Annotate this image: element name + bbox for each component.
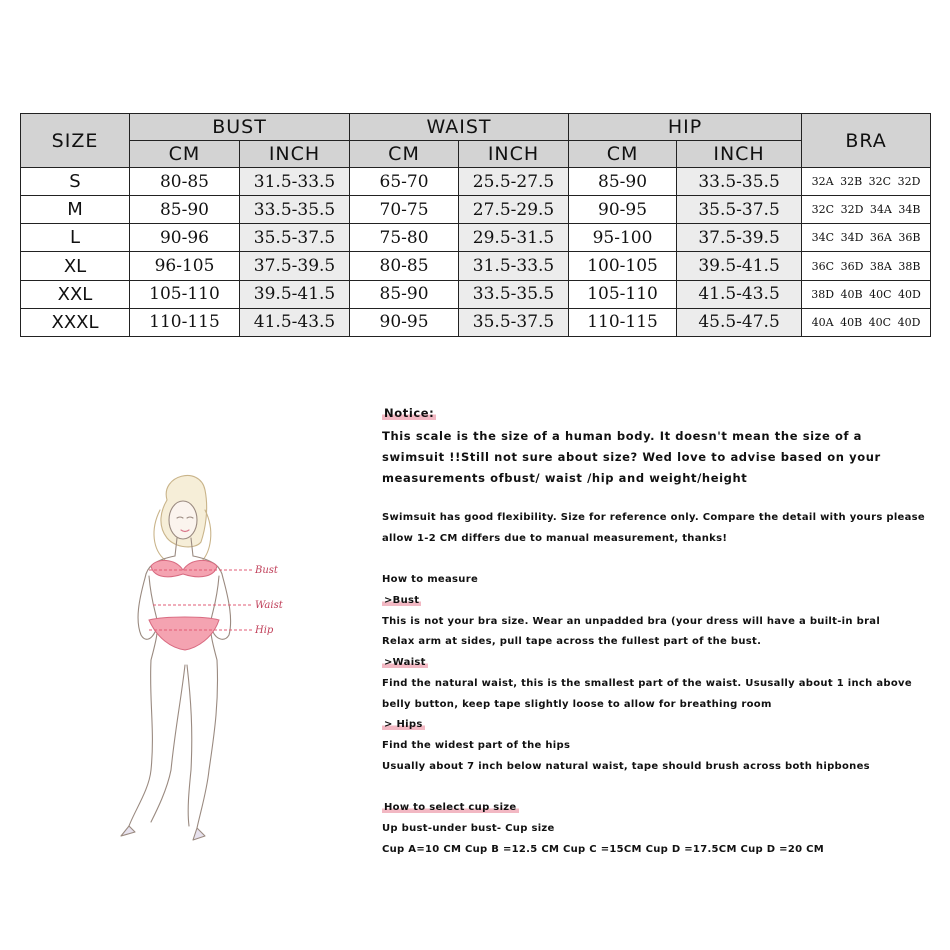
waist-cm-cell: 90-95 [350,308,459,336]
bust-inch-cell: 39.5-41.5 [240,280,350,308]
size-cell: M [21,196,130,224]
waist-cm-cell: 75-80 [350,224,459,252]
waist-inch-cell: 25.5-27.5 [459,168,569,196]
waist-header: WAIST [350,114,569,141]
waist-cm-cell: 65-70 [350,168,459,196]
hip-cm-header: CM [569,141,677,168]
waist-inch-header: INCH [459,141,569,168]
waist-cm-cell: 70-75 [350,196,459,224]
waist-label: Waist [255,600,283,611]
bust-inch-header: INCH [240,141,350,168]
bust-label: Bust [255,565,278,576]
table-row [21,196,931,224]
bust-inch-cell: 33.5-35.5 [240,196,350,224]
body-measurement-illustration [105,470,305,850]
bra-cell: 34C 34D 36A 36B [802,224,931,252]
notice-line-3: measurements ofbust/ waist /hip and weight/height [382,471,748,485]
hip-inch-cell: 39.5-41.5 [677,252,802,280]
waist-line-1: Find the natural waist, this is the smallest part of the waist. Ususally about 1 inch above [382,678,912,689]
waist-inch-cell: 31.5-33.5 [459,252,569,280]
bust-inch-cell: 31.5-33.5 [240,168,350,196]
bust-line-1: This is not your bra size. Wear an unpadded bra (your dress will have a built-in bral [382,616,881,627]
size-chart-table [20,113,931,337]
bust-cm-header: CM [130,141,240,168]
waist-inch-cell: 35.5-37.5 [459,308,569,336]
bust-cm-cell: 85-90 [130,196,240,224]
flexibility-line-2: allow 1-2 CM differs due to manual measurement, thanks! [382,533,728,544]
size-cell: XL [21,252,130,280]
hip-cm-cell: 105-110 [569,280,677,308]
waist-cm-cell: 80-85 [350,252,459,280]
hip-cm-cell: 90-95 [569,196,677,224]
size-cell: L [21,224,130,252]
hip-label: Hip [255,625,274,636]
bust-inch-cell: 37.5-39.5 [240,252,350,280]
hip-inch-cell: 41.5-43.5 [677,280,802,308]
bra-cell: 36C 36D 38A 38B [802,252,931,280]
hip-cm-cell: 100-105 [569,252,677,280]
size-cell: XXXL [21,308,130,336]
bra-cell: 38D 40B 40C 40D [802,280,931,308]
bra-header: BRA [802,114,931,168]
hips-section-title: > Hips [384,719,423,730]
hip-inch-cell: 45.5-47.5 [677,308,802,336]
table-row [21,168,931,196]
waist-cm-header: CM [350,141,459,168]
bust-inch-cell: 41.5-43.5 [240,308,350,336]
bust-inch-cell: 35.5-37.5 [240,224,350,252]
hip-inch-cell: 37.5-39.5 [677,224,802,252]
size-cell: S [21,168,130,196]
bust-line-2: Relax arm at sides, pull tape across the fullest part of the bust. [382,636,762,647]
bra-cell: 40A 40B 40C 40D [802,308,931,336]
hip-inch-cell: 35.5-37.5 [677,196,802,224]
bra-cell: 32C 32D 34A 34B [802,196,931,224]
bust-cm-cell: 110-115 [130,308,240,336]
flexibility-line-1: Swimsuit has good flexibility. Size for reference only. Compare the detail with yours please [382,512,926,523]
cup-size-title: How to select cup size [384,802,517,813]
notice-line-2: swimsuit !!Still not sure about size? Wed love to advise based on your [382,450,881,464]
size-header: SIZE [21,114,130,168]
waist-inch-cell: 33.5-35.5 [459,280,569,308]
waist-inch-cell: 27.5-29.5 [459,196,569,224]
table-row [21,308,931,336]
hip-header: HIP [569,114,802,141]
bust-cm-cell: 105-110 [130,280,240,308]
table-row [21,280,931,308]
bust-section-title: >Bust [384,595,420,606]
bust-header: BUST [130,114,350,141]
hip-inch-cell: 33.5-35.5 [677,168,802,196]
hip-cm-cell: 95-100 [569,224,677,252]
table-row [21,252,931,280]
notice-title: Notice: [384,406,435,420]
size-cell: XXL [21,280,130,308]
hip-inch-header: INCH [677,141,802,168]
waist-inch-cell: 29.5-31.5 [459,224,569,252]
waist-section-title: >Waist [384,657,426,668]
notice-line-1: This scale is the size of a human body. It doesn't mean the size of a [382,429,863,443]
bust-cm-cell: 96-105 [130,252,240,280]
how-to-measure-title: How to measure [382,574,479,585]
bust-cm-cell: 80-85 [130,168,240,196]
table-row [21,224,931,252]
waist-line-2: belly button, keep tape slightly loose to allow for breathing room [382,699,772,710]
cup-line-2: Cup A=10 CM Cup B =12.5 CM Cup C =15CM Cup D =17.5CM Cup D =20 CM [382,844,825,855]
hip-cm-cell: 110-115 [569,308,677,336]
hips-line-2: Usually about 7 inch below natural waist, tape should brush across both hipbones [382,761,870,772]
waist-cm-cell: 85-90 [350,280,459,308]
hip-cm-cell: 85-90 [569,168,677,196]
cup-line-1: Up bust-under bust- Cup size [382,823,555,834]
hips-line-1: Find the widest part of the hips [382,740,571,751]
bust-cm-cell: 90-96 [130,224,240,252]
bra-cell: 32A 32B 32C 32D [802,168,931,196]
